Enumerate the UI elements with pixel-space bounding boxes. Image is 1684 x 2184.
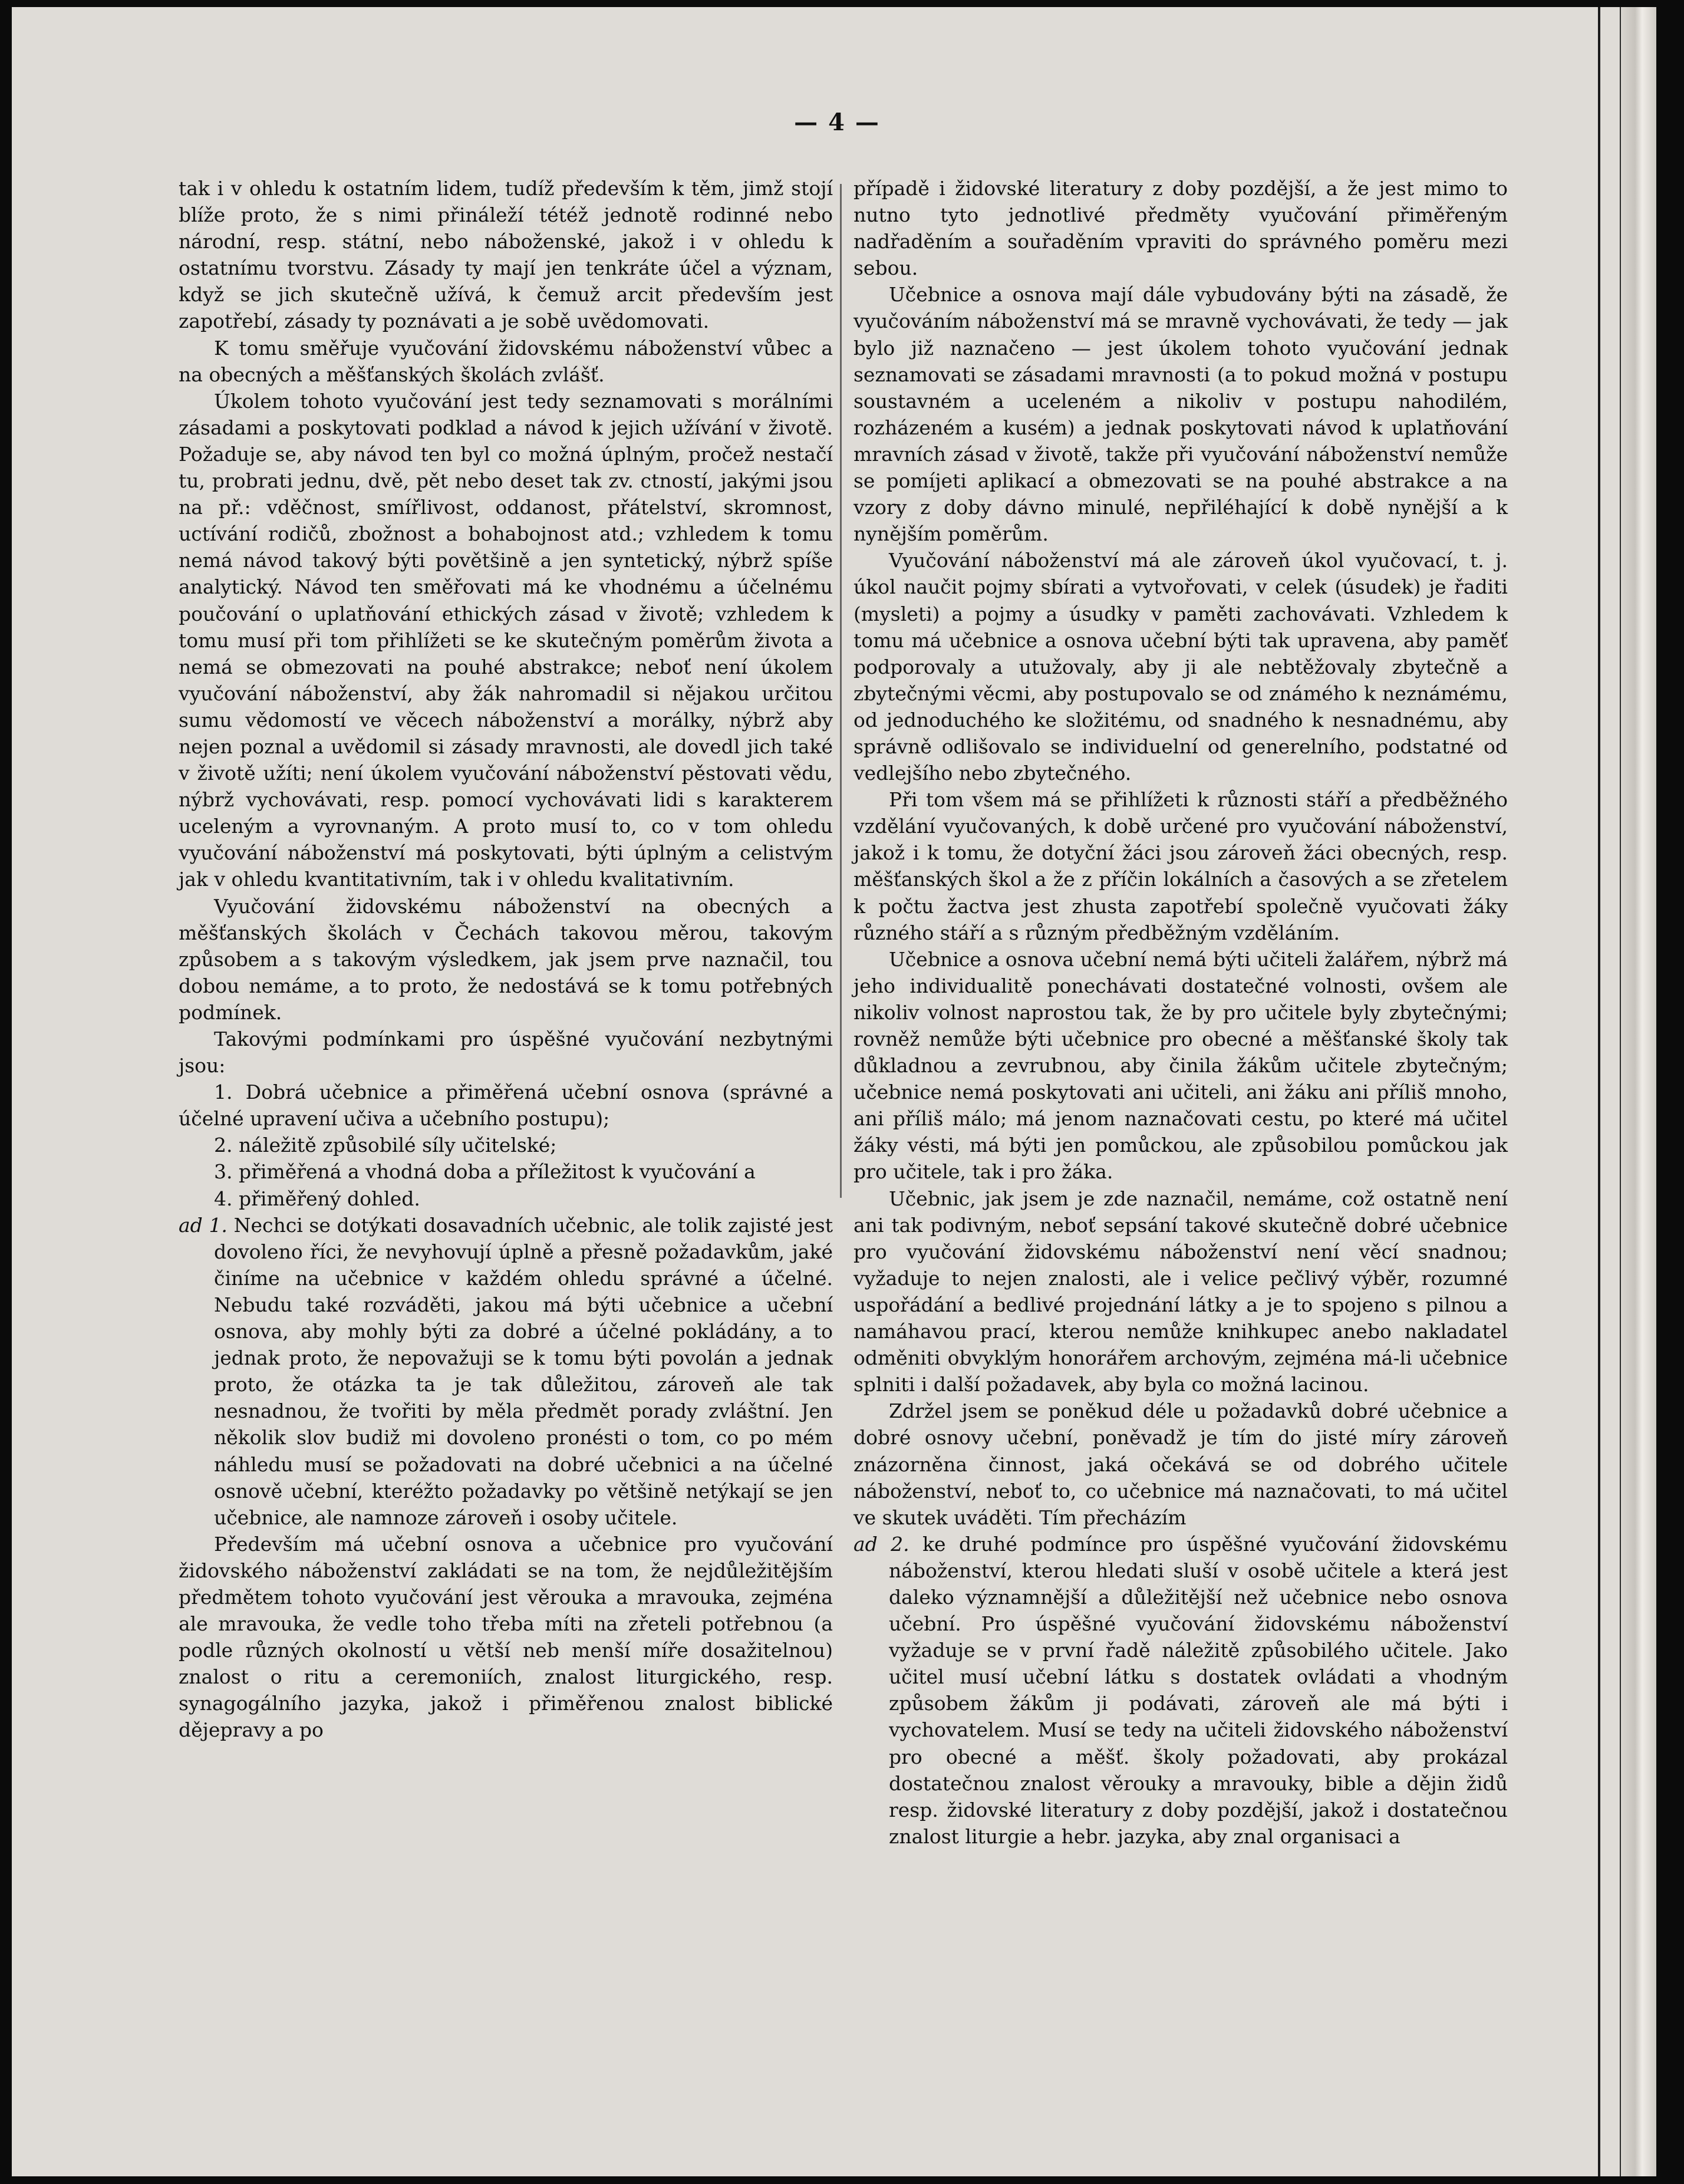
section-label: ad 1. [179,1213,228,1237]
paragraph-text: 3. přiměřená a vhodná doba a příležitost k vyučování a [214,1160,756,1184]
paragraph-text: Při tom všem má se přihlížeti k různosti stáří a předběžného vzdělání vyučovaných, k době určené pro vyučování náboženství, jakož i k tomu, že dotyční žáci jsou zároveň žáci obecných, resp. měšťanských škol a že z příčin lokálních a časových a se zřetelem k počtu žactva jest zhusta zapotřebí společně vyučovati žáky různého stáří a s různým předběžným vzděláním. [853,788,1508,944]
right-column [853,175,1508,1850]
left-column-paragraph [179,1026,833,1079]
left-column-paragraph [179,1185,833,1212]
right-column-paragraph [853,1398,1508,1530]
left-column-paragraph [179,1132,833,1158]
paragraph-text: ke druhé podmínce pro úspěšné vyučování židovskému náboženství, kterou hledati sluší v osobě učitele a která jest daleko významnější a důležitější než učebnice nebo osnova učební. Pro úspěšné vyučování židovskému náboženství vyžaduje se v první řadě náležitě způsobilého učitele. Jako učitel musí učební látku s dostatek ovládati a vhodným způsobem žákům ji podávati, zároveň ale má býti i vychovatelem. Musí se tedy na učiteli židovského náboženství pro obecné a měšť. školy požadovati, aby prokázal dostatečnou znalost věrouky a mravouky, bible a dějin židů resp. židovské literatury z doby pozdější, jakož i dostatečnou znalost liturgie a hebr. jazyka, aby znal organisaci a [889,1532,1508,1848]
paragraph-text: Vyučování náboženství má ale zároveň úkol vyučovací, t. j. úkol naučit pojmy sbírati a vytvořovati, v celek (úsudek) je řaditi (mysleti) a pojmy a úsudky v paměti zachovávati. Vzhledem k tomu má učebnice a osnova učební býti tak upravena, aby paměť podporovaly a utužovaly, aby ji ale nebtěžovaly zbytečně a zbytečnými věcmi, aby postupovalo se od známého k neznámému, od jednoduchého ke složitému, od snadného k nesnadnému, aby správně odlišovalo se individuelní od generelního, podstatné od vedlejšího nebo zbytečného. [853,549,1508,785]
left-column-paragraph [179,893,833,1026]
left-column-paragraph [179,1212,833,1531]
column-divider [840,184,842,1198]
paragraph-text: 2. náležitě způsobilé síly učitelské; [214,1134,557,1157]
paragraph-text: Učebnice a osnova mají dále vybudovány býti na zásadě, že vyučováním náboženství má se mravně vychovávati, že tedy — jak bylo již naznačeno — jest úkolem tohoto vyučování jednak seznamovati se zásadami mravnosti (a to pokud možná v postupu soustavném a uceleném a nikoliv v postupu nahodilém, rozházeném a kusém) a jednak poskytovati návod k uplatňování mravních zásad v životě, takže při vyučování náboženství nemůže se pomíjeti aplikací a obmezovati se na pouhé abstrakce a na vzory z doby dávno minulé, nepřiléhající k době nynější a k nynějším poměrům. [853,283,1508,546]
paragraph-text: Úkolem tohoto vyučování jest tedy seznamovati s morálními zásadami a poskytovati podklad a návod k jejich užívání v životě. Požaduje se, aby návod ten byl co možná úplným, pročež nestačí tu, probrati jednu, dvě, pět nebo deset tak zv. ctností, jakými jsou na př.: vděčnost, smířlivost, oddanost, přátelství, skromnost, uctívání rodičů, zbožnost a bohabojnost atd.; vzhledem k tomu nemá návod takový býti povětšině a jen syntetický, nýbrž spíše analytický. Návod ten směřovati má ke vhodnému a účelnému poučování o uplatňování ethických zásad v životě; vzhledem k tomu musí při tom přihlížeti se ke skutečným poměrům života a nemá se obmezovati na pouhé abstrakce; neboť není úkolem vyučování náboženství, aby žák nahromadil si nějakou určitou sumu vědomostí ve věcech náboženství a morálky, nýbrž aby nejen poznal a uvědomil si zásady mravnosti, ale dovedl jich také v životě užíti; není úkolem vyučování náboženství pěstovati vědu, nýbrž vychovávati, resp. pomocí vychovávati lidi s karakterem uceleným a vyrovnaným. A proto musí to, co v tom ohledu vyučování náboženství má poskytovati, býti úplným a celistvým jak v ohledu kvantitativním, tak i v ohledu kvalitativním. [179,389,833,891]
paragraph-text: případě i židovské literatury z doby pozdější, a že jest mimo to nutno tyto jednotlivé předměty vyučování přiměřeným nadřaděním a souřaděním vpraviti do správného poměru mezi sebou. [853,177,1508,280]
paragraph-text: Učebnice a osnova učební nemá býti učiteli žalářem, nýbrž má jeho individualitě ponechávati dostatečné volnosti, ovšem ale nikoliv volnost naprostou tak, že by pro učitele byly zbytečnými; rovněž nemůže býti učebnice pro obecné a měšťanské školy tak důkladnou a zevrubnou, aby činila žákům učitele zbytečným; učebnice nemá poskytovati ani učiteli, ani žáku ani příliš mnoho, ani příliš málo; má jenom naznačovati cestu, po které má učitel žáky vésti, má býti jen pomůckou, ale způsobilou pomůckou jak pro učitele, tak i pro žáka. [853,947,1508,1184]
binding-rule [1598,7,1600,2176]
page-number: — 4 — [794,108,880,136]
paragraph-text: Vyučování židovskému náboženství na obecných a měšťanských školách v Čechách takovou měrou, takovým způsobem a s takovým výsledkem, jak jsem prve naznačil, tou dobou nemáme, a to proto, že nedostává se k tomu potřebných podmínek. [179,894,833,1024]
left-column-paragraph [179,1158,833,1185]
paragraph-text: 4. přiměřený dohled. [214,1187,420,1210]
left-column [179,175,833,1744]
paragraph-text: Takovými podmínkami pro úspěšné vyučování nezbytnými jsou: [179,1027,833,1078]
left-column-paragraph [179,335,833,388]
paragraph-text: 1. Dobrá učebnice a přiměřená učební osnova (správné a účelné upravení učiva a učebního postupu); [179,1081,833,1131]
paragraph-text: Zdržel jsem se poněkud déle u požadavků dobré učebnice a dobré osnovy učební, poněvadž je tím do jisté míry zároveň znázorněna činnost, jaká očekává se od dobrého učitele náboženství, neboť to, co učebnice má naznačovati, to má učitel ve skutek uváděti. Tím přecházím [853,1399,1508,1529]
right-column-paragraph [853,786,1508,946]
right-column-paragraph [853,946,1508,1185]
paragraph-text: tak i v ohledu k ostatním lidem, tudíž především k těm, jimž stojí blíže proto, že s nimi přináleží tétéž jednotě rodinné nebo národní, resp. státní, nebo náboženské, jakož i v ohledu k ostatnímu tvorstvu. Zásady ty mají jen tenkráte účel a význam, když se jich skutečně užívá, k čemuž arcit především jest zapotřebí, zásady ty poznávati a je sobě uvědomovati. [179,177,833,333]
left-column-paragraph [179,1531,833,1744]
right-column-paragraph [853,1185,1508,1398]
paragraph-text: Učebnic, jak jsem je zde naznačil, nemáme, což ostatně není ani tak podivným, neboť sepsání takové skutečně dobré učebnice pro vyučování židovskému náboženství není věcí snadnou; vyžaduje to nejen znalosti, ale i velice pečlivý výběr, rozumné uspořádání a bedlivé projednání látky a je to spojeno s pilnou a namáhavou prací, kterou nemůže knihkupec anebo nakladatel odměniti obvyklým honorářem archovým, zejména má-li učebnice splniti i další požadavek, aby byla co možná lacinou. [853,1187,1508,1396]
right-column-paragraph [853,281,1508,547]
left-column-paragraph [179,1079,833,1132]
left-column-paragraph [179,175,833,335]
paragraph-text: Nechci se dotýkati dosavadních učebnic, ale tolik zajisté jest dovoleno říci, že nevyhovují úplně a přesně požadavkům, jaké činíme na učebnice v každém ohledu správné a účelné. Nebudu také rozváděti, jakou má býti učebnice a učební osnova, aby mohly býti za dobré a účelné pokládány, a to jednak proto, že nepovažuji se k tomu býti povolán a jednak proto, že otázka ta je tak důležitou, zároveň ale tak nesnadnou, že tvořiti by měla předmět porady zvláštní. Jen několik slov budiž mi dovoleno pronésti o tom, co po mém náhledu musí se požadovati na dobré učebnici a na účelné osnově učební, kteréžto požadavky po většině netýkají se jen učebnice, ale namnoze zároveň i osoby učitele. [214,1213,833,1529]
paragraph-text: K tomu směřuje vyučování židovskému náboženství vůbec a na obecných a měšťanských školách zvlášť. [179,336,833,386]
section-label: ad 2. [853,1532,909,1556]
page-binding-edge [1620,7,1656,2176]
right-column-paragraph [853,547,1508,786]
newspaper-page [12,7,1656,2176]
left-column-paragraph [179,388,833,893]
paragraph-text: Především má učební osnova a učebnice pro vyučování židovského náboženství zakládati se na tom, že nejdůležitějším předmětem tohoto vyučování jest věrouka a mravouka, zejména ale mravouka, že vedle toho třeba míti na zřeteli potřebnou (a podle různých okolností u větší neb menší míře dosažitelnou) znalost o ritu a ceremoniích, znalost liturgického, resp. synagogálního jazyka, jakož i přiměřenou znalost biblické dějepravy a po [179,1532,833,1742]
right-column-paragraph [853,175,1508,281]
right-column-paragraph [853,1531,1508,1850]
